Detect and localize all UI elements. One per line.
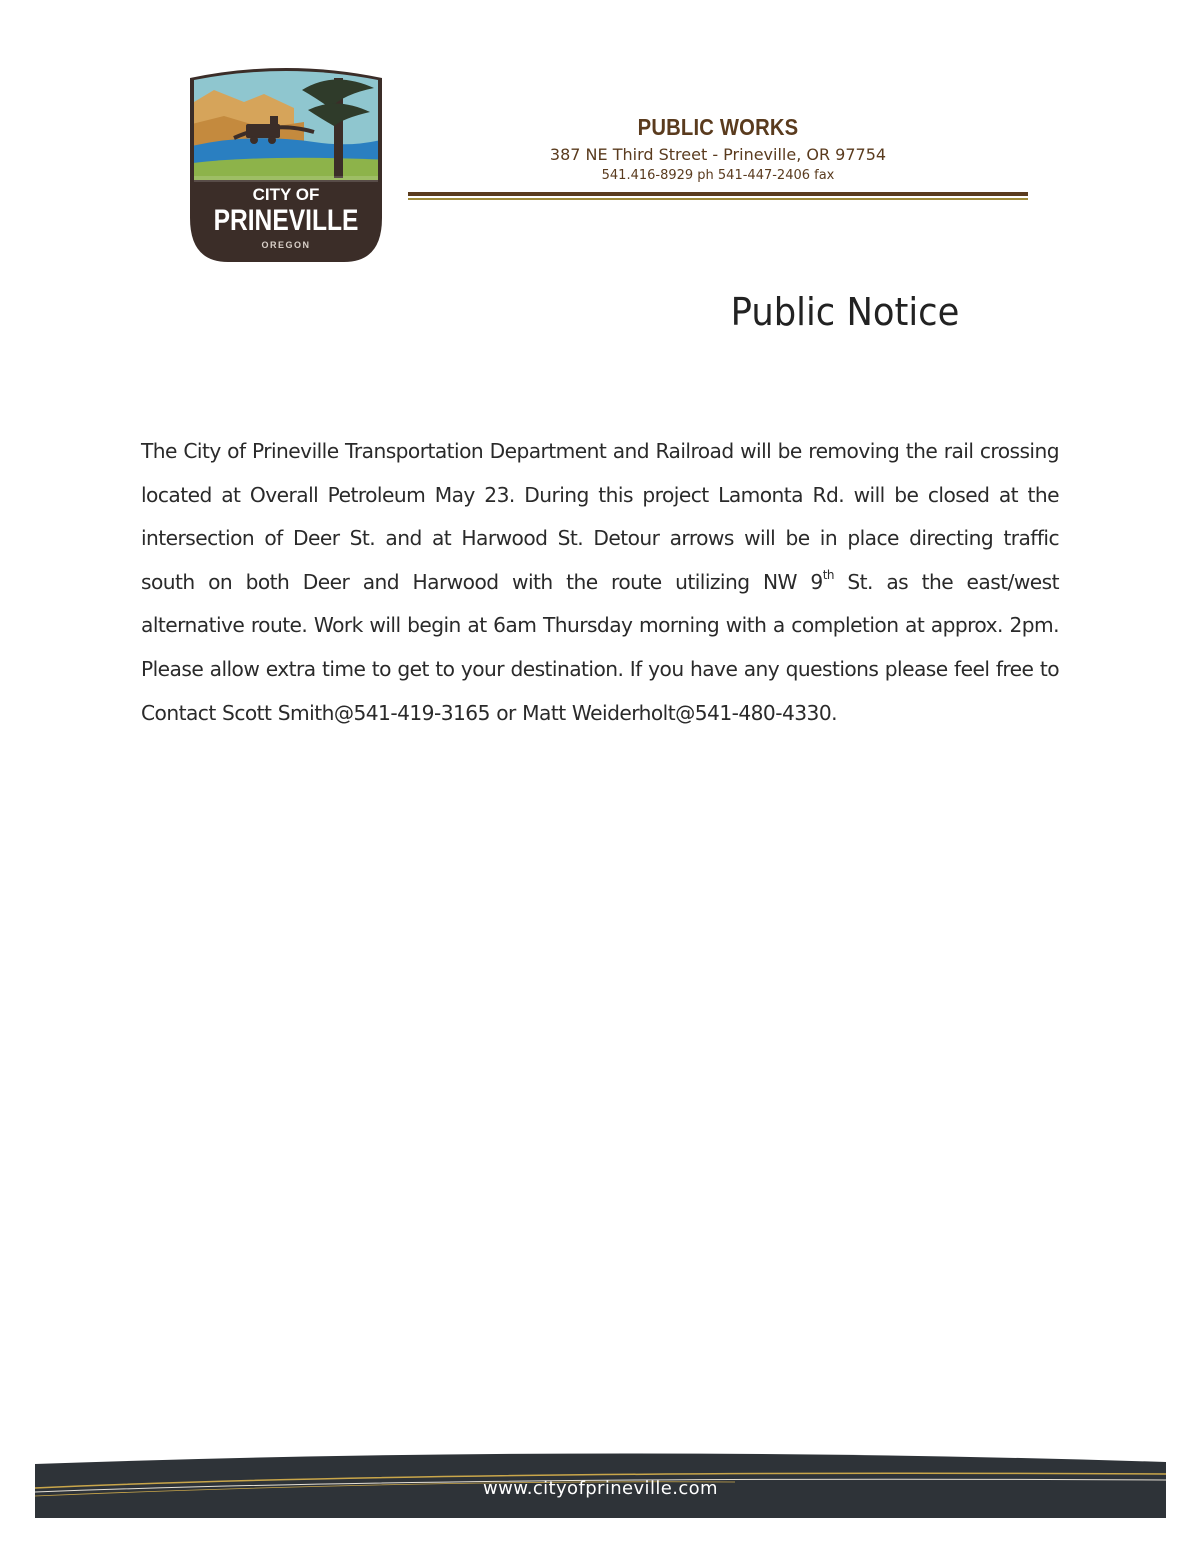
website-link[interactable]: www.cityofprineville.com [483,1478,718,1499]
logo-line-oregon: OREGON [261,240,311,250]
logo-line-city-of: CITY OF [252,185,320,204]
letterhead-divider [408,192,1028,196]
department-address: 387 NE Third Street - Prineville, OR 97754 [549,145,887,164]
notice-body-part1: The City of Prineville Transportation Department and Railroad will be removing the rail crossing located at Overall Petroleum May 23. During this project Lamonta Rd. will be closed at the intersection of Deer St. and at Harwood St. Detour arrows will be in place directing traffic south on both Deer and Harwood with the route utilizing NW 9 [141,439,1059,594]
notice-body-part2: St. as the east/west alternative route. Work will begin at 6am Thursday morning with a completion at approx. 2pm. Please allow extra time to get to your destination. If you have any questions please feel free to Contact Scott Smith@541-419-3165 or Matt Weiderholt@541-480-4330. [141,569,1059,725]
notice-title: Public Notice [730,290,960,334]
letterhead-divider-accent [408,198,1028,200]
landscape-scene-icon [184,68,388,180]
city-of-prineville-logo [184,68,388,262]
department-name: PUBLIC WORKS [637,114,799,140]
ordinal-suffix: th [822,568,834,583]
notice-body [141,430,1059,735]
notice-paragraph [141,430,1059,735]
letterhead [408,112,1028,186]
logo-line-prineville: PRINEVILLE [213,202,359,237]
department-phone: 541.416-8929 ph 541-447-2406 fax [601,168,835,183]
